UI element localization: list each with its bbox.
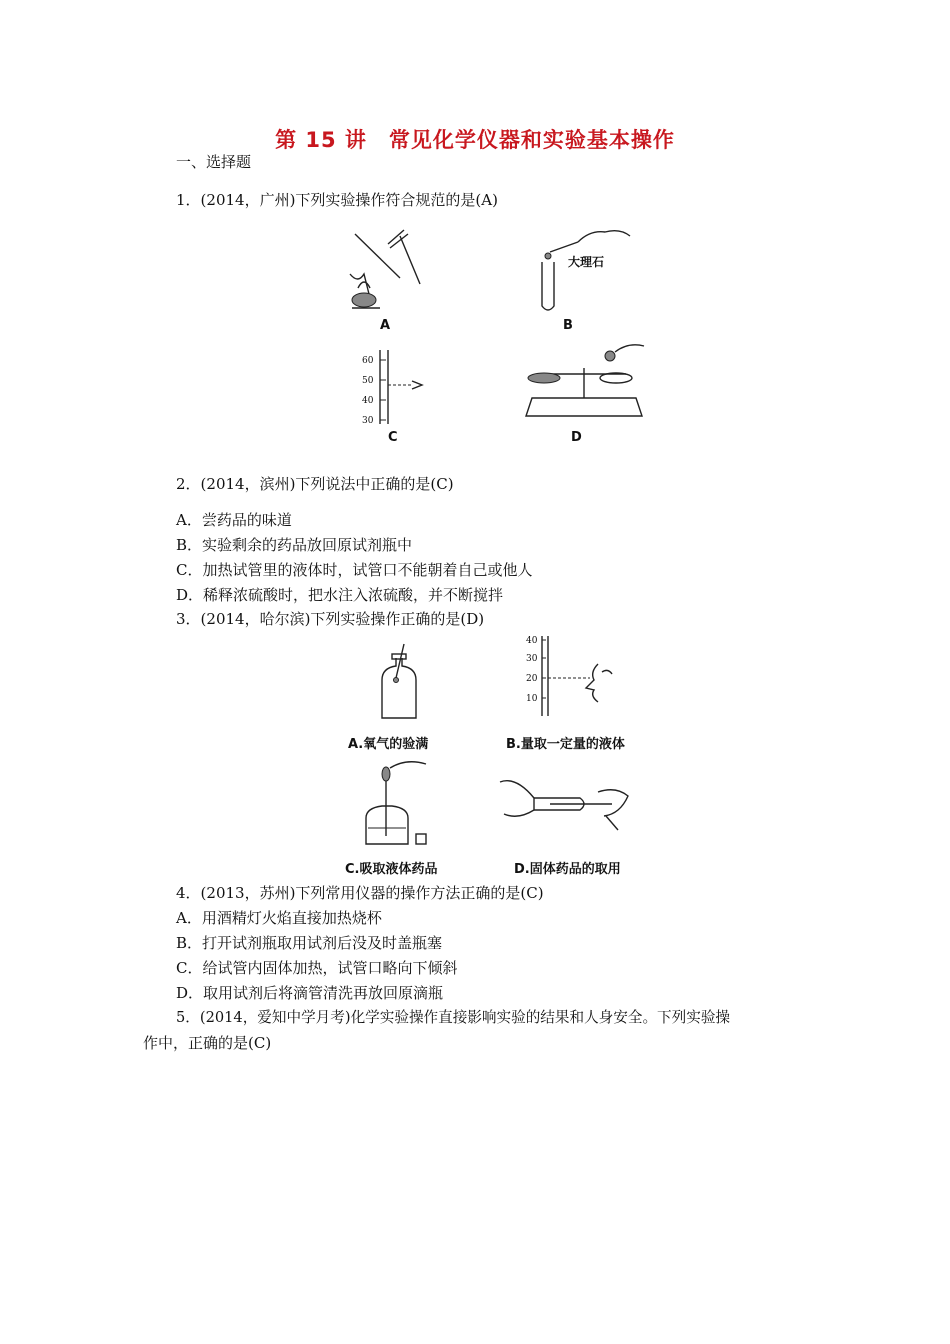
q3-caption-b: B.量取一定量的液体 — [506, 737, 625, 752]
q1-label-c: C — [388, 430, 398, 445]
q1-label-b: B — [563, 318, 573, 333]
q3-caption-a: A.氧气的验满 — [348, 737, 429, 752]
svg-text:40: 40 — [362, 396, 374, 406]
q2-option-a: A．尝药品的味道 — [176, 511, 292, 529]
q3-caption-d: D.固体药品的取用 — [514, 862, 621, 877]
question-5-stem-line2: 作中，正确的是(C) — [143, 1034, 272, 1052]
q3-figure-c — [360, 758, 440, 850]
q4-option-a: A．用酒精灯火焰直接加热烧杯 — [176, 909, 382, 927]
q1-label-d: D — [571, 430, 582, 445]
marble-label: 大理石 — [568, 255, 605, 269]
q3-figure-a — [374, 640, 434, 722]
q1-figure-c — [358, 348, 438, 428]
q3-figure-d — [494, 768, 634, 840]
q2-option-d: D．稀释浓硫酸时，把水注入浓硫酸，并不断搅拌 — [176, 586, 504, 604]
q1-figure-d — [520, 338, 650, 428]
svg-text:30: 30 — [362, 416, 374, 426]
question-3-stem: 3．(2014，哈尔滨)下列实验操作正确的是(D) — [176, 610, 485, 628]
question-2-stem: 2．(2014，滨州)下列说法中正确的是(C) — [176, 475, 454, 493]
section-heading: 一、选择题 — [176, 153, 252, 171]
q2-option-b: B．实验剩余的药品放回原试剂瓶中 — [176, 536, 413, 554]
page-title: 第 15 讲 常见化学仪器和实验基本操作 — [275, 128, 675, 152]
question-1-stem: 1．(2014，广州)下列实验操作符合规范的是(A) — [176, 191, 498, 209]
q3-caption-c: C.吸取液体药品 — [345, 862, 438, 877]
q2-option-c: C．加热试管里的液体时，试管口不能朝着自己或他人 — [176, 561, 533, 579]
svg-text:30: 30 — [526, 654, 538, 664]
q4-option-c: C．给试管内固体加热，试管口略向下倾斜 — [176, 959, 458, 977]
q1-label-a: A — [380, 318, 391, 333]
q3-figure-b — [524, 632, 624, 722]
svg-text:20: 20 — [526, 674, 538, 684]
question-4-stem: 4．(2013，苏州)下列常用仪器的操作方法正确的是(C) — [176, 884, 544, 902]
svg-text:50: 50 — [362, 376, 374, 386]
q4-option-d: D．取用试剂后将滴管清洗再放回原滴瓶 — [176, 984, 444, 1002]
q4-option-b: B．打开试剂瓶取用试剂后没及时盖瓶塞 — [176, 934, 443, 952]
q1-figure-a — [330, 226, 430, 316]
svg-text:40: 40 — [526, 636, 538, 646]
question-5-stem-line1: 5．(2014，爱知中学月考)化学实验操作直接影响实验的结果和人身安全。下列实验操 — [176, 1009, 731, 1026]
svg-text:10: 10 — [526, 694, 538, 704]
q1-figure-b — [530, 222, 640, 317]
svg-text:60: 60 — [362, 356, 374, 366]
